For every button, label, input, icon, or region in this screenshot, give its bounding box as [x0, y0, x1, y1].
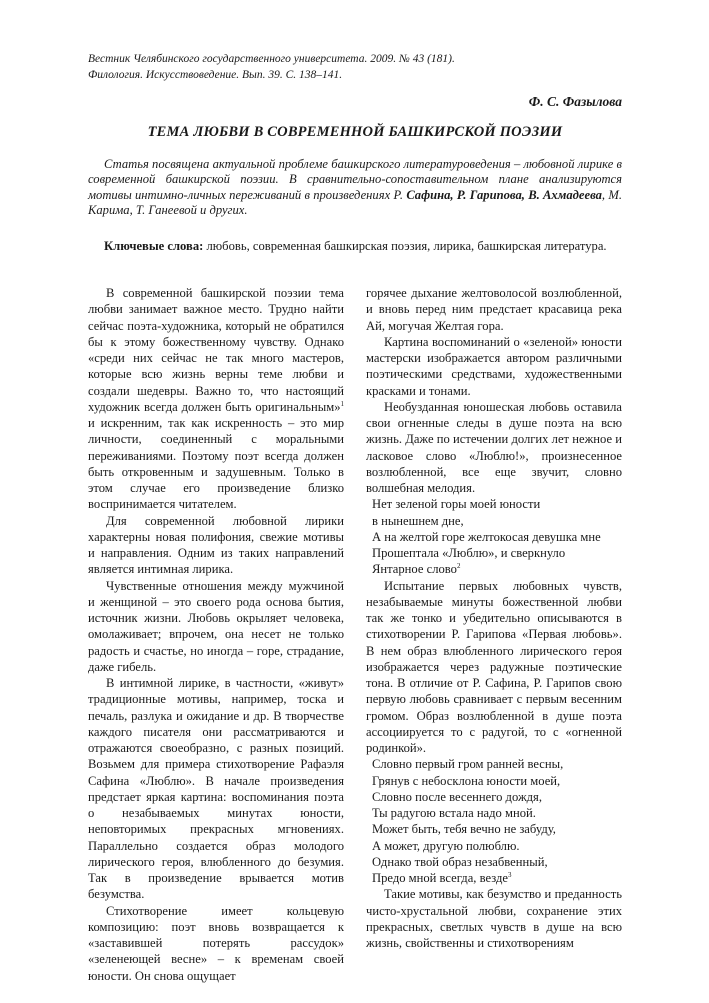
verse-line: в нынешнем дне, — [372, 513, 464, 528]
abstract-sep-1: , — [450, 187, 457, 202]
left-column — [88, 285, 344, 984]
verse-line: Словно первый гром ранней весны, — [372, 757, 564, 772]
verse-line-last — [372, 561, 622, 577]
verse-line: Прошептала «Люблю», и сверкнуло — [372, 546, 566, 560]
keywords-text: любовь, современная башкирская поэзия, лирика, башкирская литература. — [203, 239, 607, 253]
verse-line: Однако твой образ незабвенный, — [372, 854, 548, 869]
abstract-author-2: Р. Гарипова — [456, 187, 522, 202]
abstract-author-3: В. Ахмадеева — [528, 187, 602, 202]
verse-line-last — [372, 870, 622, 886]
right-paragraph-1: Картина воспоминаний о «зеленой» юности мастерски изображается автором различными поэтическими средствами, художественными красками и тонами. — [366, 334, 622, 398]
abstract-author-1: Сафина — [406, 187, 451, 202]
footnote-ref-1: 1 — [340, 399, 344, 408]
verse-line: А может, другую полюблю. — [372, 838, 520, 853]
left-paragraph-4: В интимной лирике, в частности, «живут» традиционные мотивы, например, тоска и печаль, разлука и ожидание и др. В творчестве каждого писателя они рассматриваются и отражаются своеобразно, с разных позиций. Возьмем для примера стихотворение Рафаэля Сафина «Люблю». В начале произведения предстает яркая картина: воспоминания поэта о незабываемых минутах юности, неповторимых прекрасных мгновениях. Параллельно создается образ молодого лирического героя, влюбленного до безумия. Так в произведение врывается мотив безумства. — [88, 676, 344, 902]
author-name: Ф. С. Фазылова — [528, 94, 622, 109]
verse-line: Словно после весеннего дождя, — [372, 789, 542, 804]
keywords — [88, 238, 622, 254]
verse-line: Грянув с небосклона юности моей, — [372, 773, 561, 788]
right-paragraph-4: Такие мотивы, как безумство и преданность чисто-хрустальной любви, сохранение этих прекрасных, светлых чувств в душе на всю жизнь, свойственны и стихотворениям — [366, 887, 622, 950]
verse-line-text: Предо мной всегда, везде — [372, 871, 508, 885]
article-title: ТЕМА ЛЮБВИ В СОВРЕМЕННОЙ БАШКИРСКОЙ ПОЭЗИИ — [147, 124, 563, 140]
footnote-ref-3: 3 — [507, 870, 512, 879]
verse-line: А на желтой горе желтокосая девушка мне — [372, 529, 601, 544]
left-paragraph-1-text: В современной башкирской поэзии тема любви занимает важное место. Трудно найти сейчас поэта-художника, который не обратился бы к этому божественному чувству. Однако «среди них сейчас не так много мастеров, которые всю жизнь верны теме любви и создали шедевры. Важно то, что настоящий художник всегда должен быть оригинальным» — [88, 286, 344, 414]
right-paragraph-2: Необузданная юношеская любовь оставила свои огненные следы в душе поэта на всю жизнь. Даже по истечении долгих лет нежное и ласковое слово «Люблю!», произнесенное возлюбленной, все еще звучит, словно волшебная мелодия. — [366, 399, 622, 495]
left-paragraph-2: Для современной любовной лирики характерны новая полифония, свежие мотивы и направления. Одним из таких направлений является интимная лирика. — [88, 513, 344, 577]
abstract-text: Статья посвящена актуальной проблеме башкирского литературоведения – любовной лирике в современной башкирской поэзии. В сравнительно-сопоставительном плане анализируются мотивы интимно-личных переживаний в произведениях Р. — [88, 157, 622, 202]
verse-line: Ты радугою встала надо мной. — [372, 806, 536, 820]
abstract-tail: , М. Карима, Т. Ганеевой и других. — [88, 187, 622, 218]
journal-header — [88, 51, 455, 83]
left-paragraph-5: Стихотворение имеет кольцевую композицию: поэт вновь возвращается к «заставившей потерять рассудок» «зеленеющей весне» – к временам своей юности. Он снова ощущает — [88, 903, 344, 983]
verse-line: Может быть, тебя вечно не забуду, — [372, 822, 556, 837]
verse-line: Нет зеленой горы моей юности — [372, 497, 541, 512]
right-paragraph-3: Испытание первых любовных чувств, незабываемые минуты божественной любви так же тонко и убедительно описываются в стихотворении Р. Гарипова «Первая любовь». В нем образ влюбленного лирического героя изображается через радужные поэтические тона. В отличие от Р. Сафина, Р. Гарипов свою первую любовь сравнивает с первым весенним громом. Образ возлюбленной в душе поэта ассоциируется то с радугой, то с «огненной родинкой». — [366, 578, 622, 755]
journal-citation: Вестник Челябинского государственного университета. 2009. № 43 (181). — [88, 53, 455, 65]
left-paragraph-1-tail: и искренним, так как искренность – это мир личности, соединенный с моральными переживаниями. Поэтому поэт всегда должен быть откровенным и задушевным. Только в этом случае его произведение близко воспринимается читателем. — [88, 416, 344, 512]
journal-section: Филология. Искусствоведение. Вып. 39. С. 138–141. — [88, 69, 343, 81]
verse-2 — [366, 756, 622, 886]
left-paragraph-1 — [88, 285, 344, 513]
right-column — [366, 285, 622, 951]
keywords-label: Ключевые слова: — [104, 239, 204, 253]
footnote-ref-2: 2 — [456, 562, 461, 571]
abstract — [88, 157, 622, 219]
verse-1 — [366, 496, 622, 577]
abstract-sep-2: , — [521, 187, 529, 202]
left-paragraph-3: Чувственные отношения между мужчиной и женщиной – это своего рода основа бытия, источник жизни. Любовь окрыляет человека, омолаживает; впрочем, она несет не только радость и счастье, но иногда – горе, страдание, даже гибель. — [88, 578, 344, 674]
right-paragraph-0: горячее дыхание желтоволосой возлюбленной, и вновь перед ним предстает красавица река Ай, могучая Желтая гора. — [366, 286, 622, 333]
verse-line-text: Янтарное слово — [372, 562, 457, 577]
